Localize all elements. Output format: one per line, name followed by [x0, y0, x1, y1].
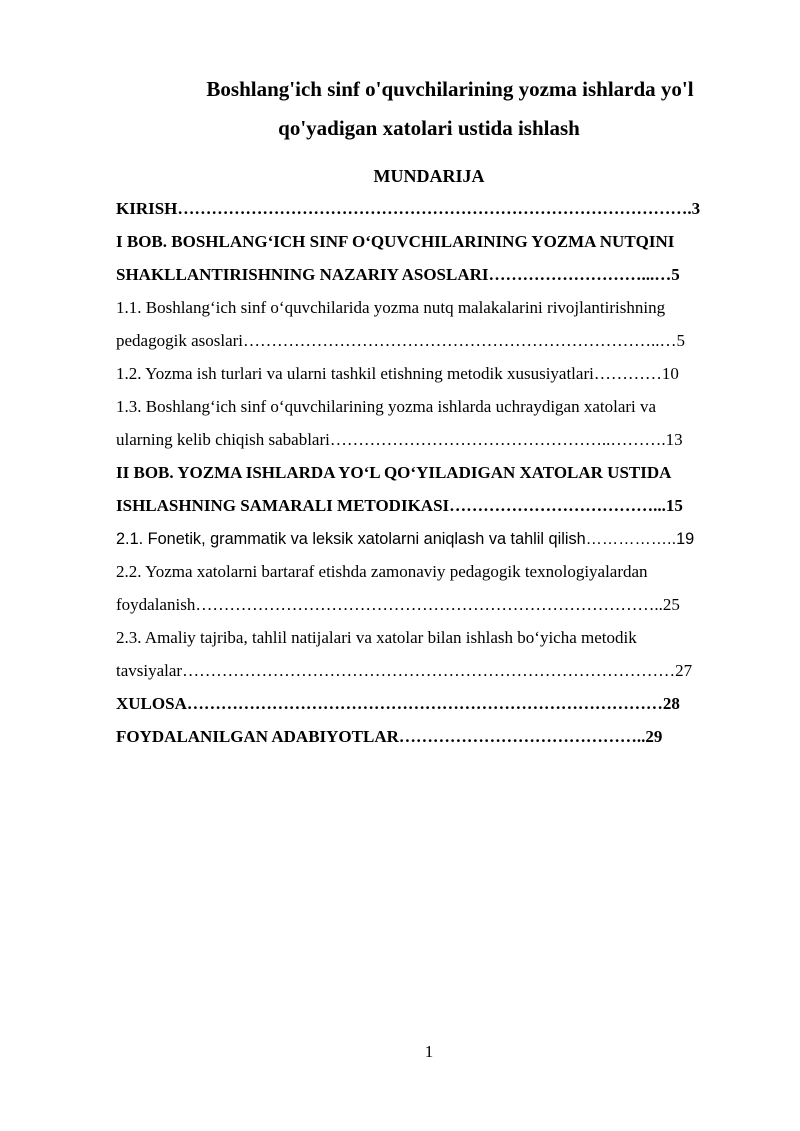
toc-entry-2-1: 2.1. Fonetik, grammatik va leksik xatolarni aniqlash va tahlil qilish……………..19 [116, 530, 695, 548]
toc-entry-1-2: 1.2. Yozma ish turlari va ularni tashkil etishning metodik xususiyatlari…………10 [116, 364, 679, 383]
document-title-line-2: qo'yadigan xatolari ustida ishlash [278, 116, 580, 140]
toc-entry-2-3-line-2: tavsiyalar……………………………………………………………………………27 [116, 661, 693, 680]
contents-heading: MUNDARIJA [373, 166, 485, 186]
page-number: 1 [424, 1042, 434, 1061]
toc-entry-chapter-1-line-1: I BOB. BOSHLANG‘ICH SINF O‘QUVCHILARINING YOZMA NUTQINI [116, 232, 675, 251]
document-title-line-1: Boshlang'ich sinf o'quvchilarining yozma ishlarda yo'l [206, 77, 694, 101]
toc-entry-2-2-line-1: 2.2. Yozma xatolarni bartaraf etishda zamonaviy pedagogik texnologiyalardan [116, 562, 648, 581]
toc-entry-1-3-line-1: 1.3. Boshlang‘ich sinf o‘quvchilarining yozma ishlarda uchraydigan xatolari va [116, 397, 657, 416]
toc-entry-introduction: KIRISH……………………………………………………………………………….3 [116, 199, 701, 218]
table-of-contents [116, 196, 741, 757]
toc-entry-chapter-1-line-2: SHAKLLANTIRISHNING NAZARIY ASOSLARI………………………...…5 [116, 265, 680, 284]
toc-entry-references: FOYDALANILGAN ADABIYOTLAR……………………………………..29 [116, 727, 663, 746]
toc-entry-2-3-line-1: 2.3. Amaliy tajriba, tahlil natijalari va xatolar bilan ishlash bo‘yicha metodik [116, 628, 637, 647]
toc-entry-1-1-line-1: 1.1. Boshlang‘ich sinf o‘quvchilarida yozma nutq malakalarini rivojlantirishning [116, 298, 666, 317]
toc-entry-1-3-line-2: ularning kelib chiqish sabablari…………………………………………..……….13 [116, 430, 683, 449]
toc-entry-chapter-2-line-2: ISHLASHNING SAMARALI METODIKASI………………………………...15 [116, 496, 683, 515]
toc-entry-2-2-line-2: foydalanish………………………………………………………………………..25 [116, 595, 680, 614]
toc-entry-conclusion: XULOSA…………………………………………………………………………28 [116, 694, 680, 713]
toc-entry-1-1-line-2: pedagogik asoslari………………………………………………………………..…5 [116, 331, 685, 350]
toc-entry-chapter-2-line-1: II BOB. YOZMA ISHLARDA YO‘L QO‘YILADIGAN XATOLAR USTIDA [116, 463, 672, 482]
